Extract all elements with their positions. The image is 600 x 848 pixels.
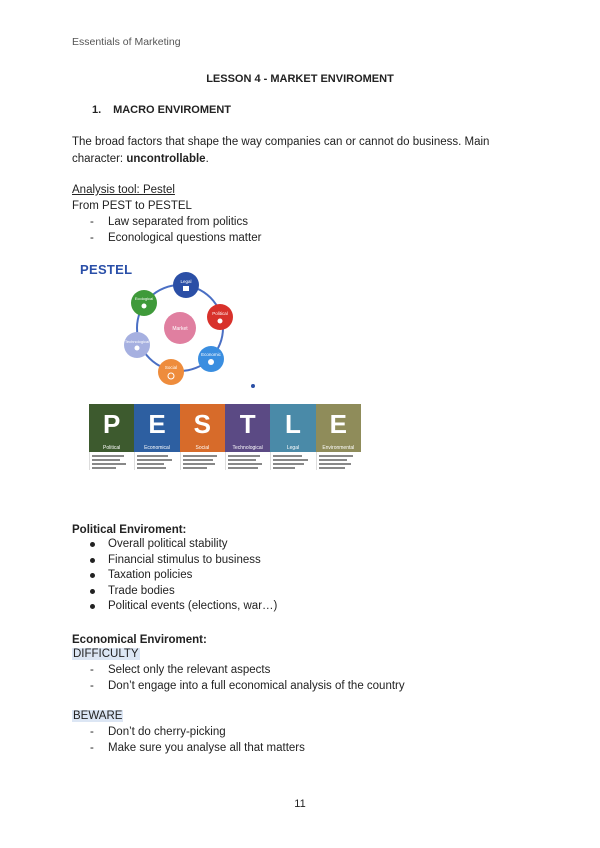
pestel-letter: T [225,404,270,444]
pestel-column [270,404,315,470]
node-political [207,304,233,330]
list-item: - Make sure you analyse all that matters [72,740,542,756]
node-technological [124,332,150,358]
pestel-column [316,404,361,470]
pestel-details [134,452,179,470]
scale-icon [183,286,189,291]
pestel-column [89,404,134,470]
analysis-from-label: From PEST to PESTEL [72,200,192,212]
pestel-logo: PESTEL [80,262,133,277]
node-ecological [131,290,157,316]
pestel-letter: P [89,404,134,444]
list-item: Political events (elections, war…) [72,599,542,615]
economical-heading: Economical Enviroment: [72,634,207,646]
center-label: Market [172,326,188,332]
pestel-name: Environmental [316,444,361,452]
pestel-column [225,404,270,470]
money-bag-icon [208,359,214,365]
pestel-details [225,452,270,470]
list-item: - Don’t engage into a full economical analysis of the country [72,678,542,694]
pestel-name: Legal [270,444,315,452]
analysis-tool-label: Analysis tool: Pestel [72,184,175,196]
pestel-details [180,452,225,470]
pestel-details [316,452,361,470]
list-item: Taxation policies [72,568,542,584]
section-title: MACRO ENVIROMENT [113,104,232,116]
dot-marker [250,383,256,389]
analysis-block [72,182,542,246]
intro-end: . [205,153,209,165]
node-legal [173,272,199,298]
globe-icon [218,319,223,324]
gear-icon [135,346,140,351]
list-item: - Econological questions matter [72,230,542,246]
pestel-details [270,452,315,470]
node-social [158,359,184,385]
pestel-name: Technological [225,444,270,452]
node-label: Economic [201,352,221,357]
pestel-name: Social [180,444,225,452]
pestel-name: Economical [134,444,179,452]
list-item: Financial stimulus to business [72,553,542,569]
list-item: - Law separated from politics [72,214,542,230]
political-list [72,537,542,615]
beware-list [72,724,542,756]
beware-label [72,708,542,724]
lesson-title: LESSON 4 - MARKET ENVIROMENT [206,73,394,85]
list-item: Trade bodies [72,584,542,600]
pestel-letter: E [134,404,179,444]
node-label: Social [164,365,178,370]
pestel-name: Political [89,444,134,452]
pestel-details [89,452,134,470]
leaf-icon [142,304,147,309]
node-label: Political [212,311,228,316]
document-header: Essentials of Marketing [72,36,181,48]
pestel-column [180,404,225,470]
section-number: 1. [92,104,102,116]
difficulty-list [72,662,542,694]
list-item: - Select only the relevant aspects [72,662,542,678]
intro-paragraph [72,134,542,168]
pestel-cycle-diagram [110,268,250,390]
pestel-column [134,404,179,470]
pestel-letter: E [316,404,361,444]
intro-bold: uncontrollable [126,153,206,165]
section-heading [92,104,231,116]
difficulty-label [72,646,542,662]
node-label: Ecological [134,296,154,301]
pestel-letter: L [270,404,315,444]
node-label: Technological [124,339,150,344]
page-number: 11 [294,798,306,810]
political-heading: Political Enviroment: [72,524,187,536]
intro-text: The broad factors that shape the way companies can or cannot do business. Main character: [72,136,490,165]
political-section [72,524,542,615]
economical-section [72,634,542,756]
node-label: Legal [180,279,192,284]
list-item: Overall political stability [72,537,542,553]
difficulty-highlight: DIFFICULTY [73,648,139,660]
list-item: - Don’t do cherry-picking [72,724,542,740]
pestel-letter: S [180,404,225,444]
pestel-table [89,404,361,470]
beware-highlight: BEWARE [73,710,123,722]
analysis-list [72,214,542,246]
